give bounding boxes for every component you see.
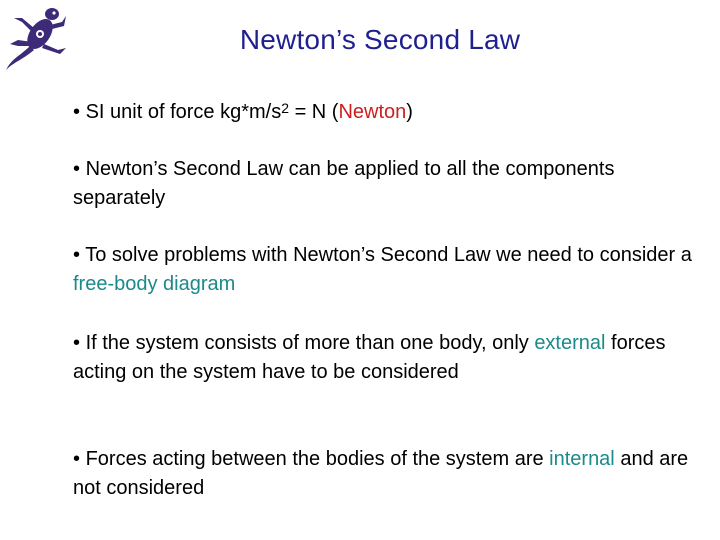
- highlight-free-body-diagram: free-body diagram: [73, 273, 236, 295]
- slide-title: Newton’s Second Law: [239, 24, 521, 55]
- bullet-text: forces acting on the system have to be considered: [73, 332, 666, 383]
- bullet-text: ): [406, 101, 413, 123]
- highlight-internal: internal: [549, 448, 615, 470]
- bullet-text: To solve problems with Newton’s Second Law we need to consider a: [80, 244, 692, 266]
- bullet-internal-forces: [73, 445, 693, 503]
- bullet-free-body: [73, 241, 693, 299]
- bullet-text: = N (: [289, 101, 339, 123]
- bullet-marker: •: [73, 244, 81, 266]
- exponent: 2: [281, 100, 290, 116]
- bullet-text: SI unit of force kg*m/s: [80, 101, 282, 123]
- bullet-text: Newton’s Second Law can be applied to all the components separately: [73, 158, 615, 209]
- bullet-text: and are not considered: [73, 448, 689, 499]
- bullet-marker: •: [73, 101, 81, 123]
- highlight-newton: Newton: [338, 101, 407, 123]
- bullet-marker: •: [73, 158, 81, 180]
- bullet-marker: •: [73, 448, 81, 470]
- bullet-si-unit: [73, 98, 413, 127]
- bullet-components: [73, 155, 693, 213]
- bullet-external-forces: [73, 329, 693, 387]
- bullet-marker: •: [73, 332, 81, 354]
- bullet-text: Forces acting between the bodies of the system are: [80, 448, 550, 470]
- bullet-text: If the system consists of more than one body, only: [80, 332, 535, 354]
- highlight-external: external: [534, 332, 606, 354]
